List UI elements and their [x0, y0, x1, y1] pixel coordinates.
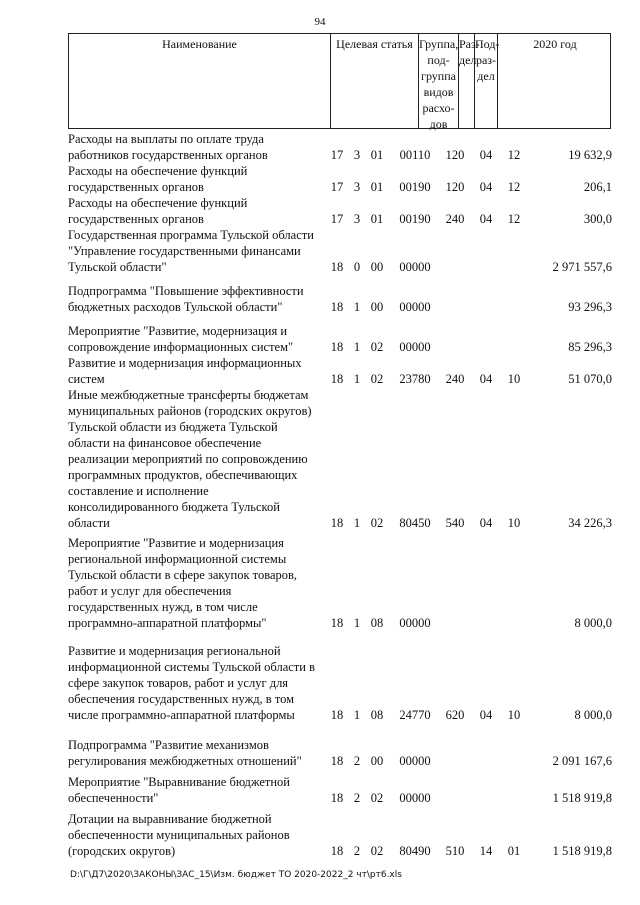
code-measure: 08 [370, 708, 384, 722]
code-subprogram: 3 [353, 212, 361, 226]
section: 04 [479, 148, 493, 162]
header-group: Группа, под-группа видов расхо-дов [419, 34, 459, 128]
code-program: 18 [330, 754, 344, 768]
code-subprogram: 1 [353, 340, 361, 354]
code-program: 18 [330, 372, 344, 386]
row-name: Развитие и модернизация региональной информационной системы Тульской области в сфере закупок товаров, работ и услуг для обеспечения государственных нужд, в том числе программно-аппаратной платформы [68, 644, 315, 722]
amount-2020: 85 296,3 [568, 340, 612, 354]
table-row [68, 737, 628, 769]
code-program: 18 [330, 708, 344, 722]
code-subprogram: 2 [353, 754, 361, 768]
table-row [68, 811, 628, 859]
code-direction: 24770 [399, 708, 431, 722]
row-name: Расходы на выплаты по оплате труда работников государственных органов [68, 132, 268, 162]
section: 04 [479, 212, 493, 226]
code-direction: 00000 [399, 754, 431, 768]
row-name: Подпрограмма "Повышение эффективности бюджетных расходов Тульской области" [68, 284, 304, 314]
table-row [68, 774, 628, 806]
subsection: 12 [507, 212, 521, 226]
row-name: Иные межбюджетные трансферты бюджетам муниципальных районов (городских округов) Тульской области из бюджета Тульской области на финансовое обеспечение реализации мероприятий по сопровождению программных продуктов, обеспечивающих составление и исполнение консолидированного бюджета Тульской области [68, 388, 312, 530]
amount-2020: 300,0 [583, 212, 612, 226]
code-direction: 00000 [399, 791, 431, 805]
code-measure: 08 [370, 616, 384, 630]
code-subprogram: 0 [353, 260, 361, 274]
table-row [68, 355, 628, 387]
code-measure: 00 [370, 300, 384, 314]
subsection: 10 [507, 708, 521, 722]
table-row [68, 323, 628, 355]
subsection: 10 [507, 372, 521, 386]
row-name: Развитие и модернизация информационных систем [68, 356, 302, 386]
code-subprogram: 1 [353, 372, 361, 386]
row-name: Расходы на обеспечение функций государственных органов [68, 196, 248, 226]
code-program: 18 [330, 340, 344, 354]
code-direction: 00190 [399, 180, 431, 194]
amount-2020: 1 518 919,8 [552, 791, 612, 805]
table-header [68, 33, 611, 129]
code-measure: 01 [370, 148, 384, 162]
code-measure: 02 [370, 340, 384, 354]
code-program: 18 [330, 516, 344, 530]
section: 04 [479, 516, 493, 530]
amount-2020: 19 632,9 [568, 148, 612, 162]
code-subprogram: 1 [353, 300, 361, 314]
expense-group: 120 [445, 180, 465, 194]
row-name: Мероприятие "Выравнивание бюджетной обеспеченности" [68, 775, 290, 805]
table-row [68, 195, 628, 227]
section: 14 [479, 844, 493, 858]
amount-2020: 8 000,0 [574, 616, 612, 630]
code-program: 18 [330, 844, 344, 858]
code-direction: 00110 [399, 148, 431, 162]
amount-2020: 34 226,3 [568, 516, 612, 530]
amount-2020: 206,1 [583, 180, 612, 194]
amount-2020: 2 971 557,6 [552, 260, 612, 274]
code-program: 18 [330, 300, 344, 314]
table-row [68, 131, 628, 163]
header-year: 2020 год [533, 37, 577, 51]
code-subprogram: 2 [353, 791, 361, 805]
amount-2020: 8 000,0 [574, 708, 612, 722]
code-direction: 00000 [399, 300, 431, 314]
code-measure: 02 [370, 516, 384, 530]
expense-group: 540 [445, 516, 465, 530]
section: 04 [479, 372, 493, 386]
table-row [68, 535, 628, 631]
code-measure: 01 [370, 180, 384, 194]
table-row [68, 163, 628, 195]
code-subprogram: 3 [353, 148, 361, 162]
code-program: 17 [330, 180, 344, 194]
row-name: Мероприятие "Развитие и модернизация региональной информационной системы Тульской области в сфере закупок товаров, работ и услуг для обеспечения государственных нужд, в том числе программно-аппаратной платформы" [68, 536, 298, 630]
row-name: Расходы на обеспечение функций государственных органов [68, 164, 248, 194]
file-path-footer: D:\Г\Д7\2020\ЗАКОНЫ\ЗАС_15\Изм. бюджет ТО 2020-2022_2 чт\рт6.xls [70, 870, 402, 880]
code-subprogram: 3 [353, 180, 361, 194]
row-name: Подпрограмма "Развитие механизмов регулирования межбюджетных отношений" [68, 738, 302, 768]
header-name: Наименование [69, 34, 331, 128]
expense-group: 510 [445, 844, 465, 858]
code-measure: 00 [370, 260, 384, 274]
subsection: 10 [507, 516, 521, 530]
expense-group: 240 [445, 212, 465, 226]
code-direction: 23780 [399, 372, 431, 386]
code-subprogram: 1 [353, 516, 361, 530]
row-name: Государственная программа Тульской области "Управление государственными финансами Тульской области" [68, 228, 314, 274]
code-program: 17 [330, 148, 344, 162]
code-program: 17 [330, 212, 344, 226]
amount-2020: 51 070,0 [568, 372, 612, 386]
code-measure: 00 [370, 754, 384, 768]
header-section: Раз-дел [459, 34, 475, 128]
code-program: 18 [330, 260, 344, 274]
expense-group: 620 [445, 708, 465, 722]
amount-2020: 1 518 919,8 [552, 844, 612, 858]
header-subsection: Под-раз-дел [475, 34, 498, 128]
code-direction: 00000 [399, 260, 431, 274]
code-direction: 00000 [399, 340, 431, 354]
subsection: 01 [507, 844, 521, 858]
code-subprogram: 1 [353, 708, 361, 722]
table-row [68, 227, 628, 275]
amount-2020: 2 091 167,6 [552, 754, 612, 768]
expense-group: 120 [445, 148, 465, 162]
row-name: Дотации на выравнивание бюджетной обеспеченности муниципальных районов (городских округов) [68, 812, 290, 858]
table-row [68, 643, 628, 723]
table-row [68, 387, 628, 531]
subsection: 12 [507, 148, 521, 162]
code-direction: 80490 [399, 844, 431, 858]
code-subprogram: 1 [353, 616, 361, 630]
code-program: 18 [330, 616, 344, 630]
expense-group: 240 [445, 372, 465, 386]
code-subprogram: 2 [353, 844, 361, 858]
table-row [68, 283, 628, 315]
amount-2020: 93 296,3 [568, 300, 612, 314]
header-target-article: Целевая статья [331, 34, 419, 128]
code-measure: 02 [370, 844, 384, 858]
code-direction: 80450 [399, 516, 431, 530]
code-direction: 00190 [399, 212, 431, 226]
code-measure: 02 [370, 791, 384, 805]
code-measure: 02 [370, 372, 384, 386]
code-program: 18 [330, 791, 344, 805]
row-name: Мероприятие "Развитие, модернизация и сопровождение информационных систем" [68, 324, 294, 354]
page-number: 94 [314, 16, 326, 28]
code-direction: 00000 [399, 616, 431, 630]
section: 04 [479, 180, 493, 194]
code-measure: 01 [370, 212, 384, 226]
section: 04 [479, 708, 493, 722]
subsection: 12 [507, 180, 521, 194]
